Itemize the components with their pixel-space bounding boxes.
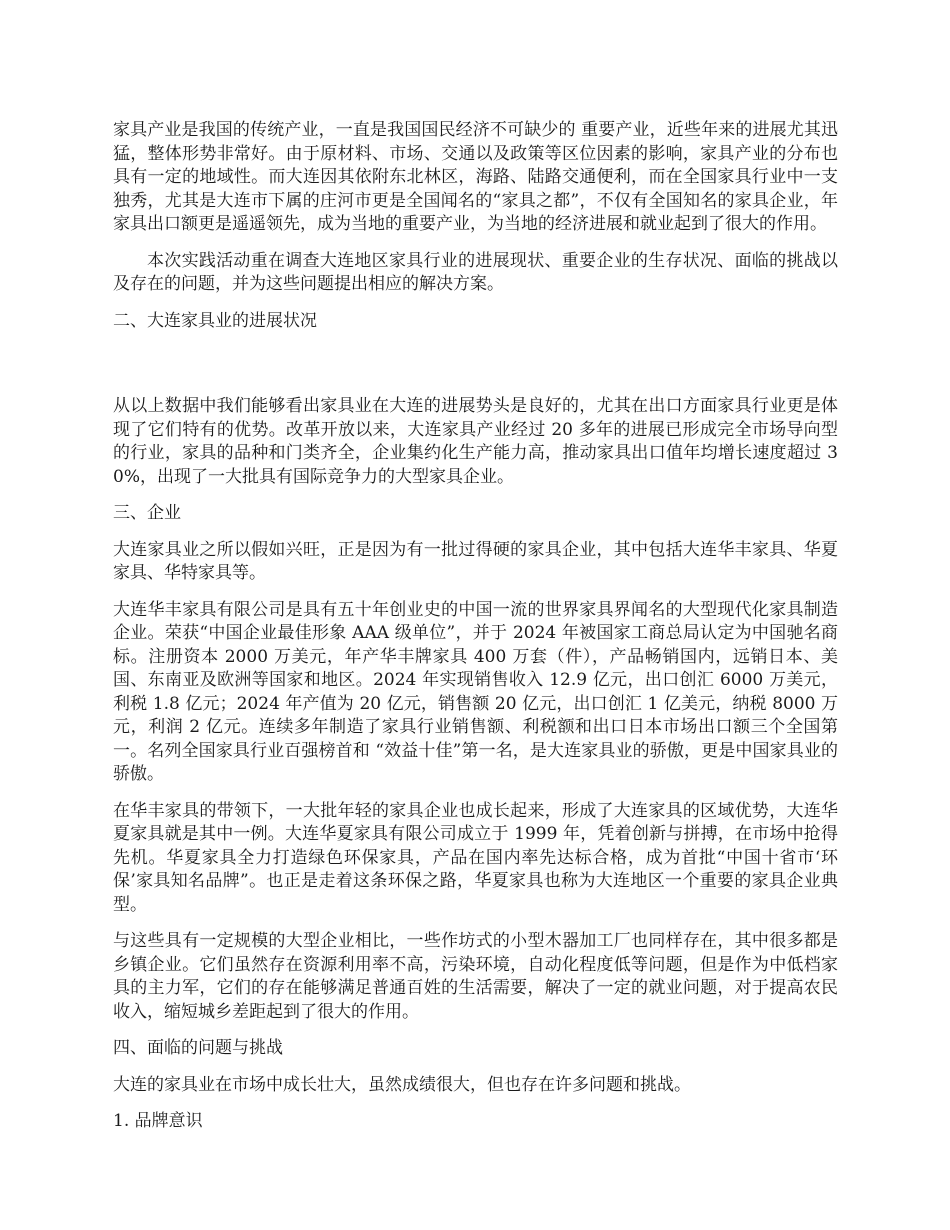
document-body: [113, 119, 838, 1134]
paragraph-huaxia: 在华丰家具的带领下，一大批年轻的家具企业也成长起来，形成了大连家具的区域优势，大连华夏家具就是其中一例。大连华夏家具有限公司成立于 1999 年，凭着创新与拼搏，在市场中抢得先机。华夏家具全力打造绿色环保家具，产品在国内率先达标合格，成为首批“中国十省市‘环保’家具知名品牌”。也正是走着这条环保之路，华夏家具也称为大连地区一个重要的家具企业典型。: [113, 800, 838, 915]
heading-section-4: 四、面临的问题与挑战: [113, 1038, 283, 1058]
paragraph-enterprises: 大连家具业之所以假如兴旺，正是因为有一批过得硬的家具企业，其中包括大连华丰家具、华夏家具、华特家具等。: [113, 539, 838, 583]
paragraph-huafeng: 大连华丰家具有限公司是具有五十年创业史的中国一流的世界家具界闻名的大型现代化家具制造企业。荣获“中国企业最佳形象 AAA 级单位”，并于 2024 年被国家工商总局认定为中国驰名商标。注册资本 2000 万美元，年产华丰牌家具 400 万套（件），产品畅销国内，远销日本、美国、东南亚及欧洲等国家和地区。2024 年实现销售收入 12.9 亿元，出口创汇 6000 万美元，利税 1.8 亿元；2024 年产值为 20 亿元，销售额 20 亿元，出口创汇 1 亿美元，纳税 8000 万元，利润 2 亿元。连续多年制造了家具行业销售额、利税额和出口日本市场出口额三个全国第一。名列全国家具行业百强榜首和 “效益十佳”第一名，是大连家具业的骄傲，更是中国家具业的骄傲。: [113, 599, 838, 784]
heading-brand-awareness: 1. 品牌意识: [113, 1111, 203, 1131]
paragraph-small-workshops: 与这些具有一定规模的大型企业相比，一些作坊式的小型木器加工厂也同样存在，其中很多都是乡镇企业。它们虽然存在资源利用率不高，污染环境，自动化程度低等问题，但是作为中低档家具的主力军，它们的存在能够满足普通百姓的生活需要，解决了一定的就业问题，对于提高农民收入，缩短城乡差距起到了很大的作用。: [113, 931, 838, 1022]
heading-section-3: 三、企业: [113, 503, 181, 523]
paragraph-challenges: 大连的家具业在市场中成长壮大，虽然成绩很大，但也存在许多问题和挑战。: [113, 1074, 691, 1095]
paragraph-intro: 家具产业是我国的传统产业，一直是我国国民经济不可缺少的 重要产业，近些年来的进展尤其迅猛，整体形势非常好。由于原材料、市场、交通以及政策等区位因素的影响，家具产业的分布也具有一定的地域性。而大连因其依附东北林区，海路、陆路交通便利，而在全国家具行业中一支独秀，尤其是大连市下属的庄河市更是全国闻名的“家具之都”，不仅有全国知名的家具企业，年家具出口额更是遥遥领先，成为当地的重要产业，为当地的经济进展和就业起到了很大的作用。: [113, 120, 838, 234]
paragraph-purpose: 本次实践活动重在调查大连地区家具行业的进展现状、重要企业的生存状况、面临的挑战以及存在的问题，并为这些问题提出相应的解决方案。: [113, 250, 838, 294]
heading-section-2: 二、大连家具业的进展状况: [113, 310, 317, 331]
paragraph-development: 从以上数据中我们能够看出家具业在大连的进展势头是良好的，尤其在出口方面家具行业更是体现了它们特有的优势。改革开放以来，大连家具产业经过 20 多年的进展已形成完全市场导向型的行业，家具的品种和门类齐全，企业集约化生产能力高，推动家具出口值年均增长速度超过 30%，出现了一大批具有国际竞争力的大型家具企业。: [113, 396, 838, 487]
